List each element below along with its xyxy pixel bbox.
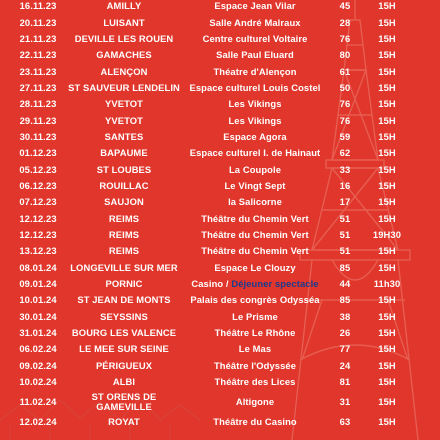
venue-cell: Salle André Malraux: [209, 16, 301, 28]
time-cell: 15H: [378, 0, 396, 12]
city-cell: ST SAUVEUR LENDELIN: [68, 81, 180, 93]
venue-cell: Théatre d'Alençon: [213, 65, 297, 77]
schedule-row: [0, 161, 440, 177]
date-cell: 09.02.24: [19, 359, 57, 371]
schedule-row: [0, 260, 440, 276]
city-cell: ROUILLAC: [99, 180, 149, 192]
schedule-row: [0, 0, 440, 14]
department-cell: 76: [339, 114, 351, 126]
venue-cell: Les Vikings: [228, 98, 282, 110]
department-cell: 28: [339, 16, 351, 28]
time-cell: 15H: [378, 16, 396, 28]
time-cell: 15H: [378, 294, 396, 306]
department-cell: 45: [339, 0, 351, 12]
date-cell: 31.01.24: [19, 327, 57, 339]
department-cell: 44: [339, 278, 351, 290]
city-cell: ST LOUBES: [96, 163, 152, 175]
department-cell: 80: [339, 49, 351, 61]
date-cell: 06.02.24: [19, 343, 57, 355]
venue-cell: Théâtre des Lices: [214, 376, 296, 388]
city-cell: SANTES: [104, 130, 144, 142]
department-cell: 38: [339, 310, 351, 322]
venue-cell: Le Prisme: [232, 310, 278, 322]
city-cell: AMILLY: [106, 0, 142, 12]
date-cell: 05.12.23: [19, 163, 57, 175]
time-cell: 15H: [378, 343, 396, 355]
time-cell: 15H: [378, 396, 396, 408]
department-cell: 59: [339, 130, 351, 142]
venue-cell: Théâtre l'Odyssée: [213, 359, 297, 371]
department-cell: 33: [339, 163, 351, 175]
city-cell: ROYAT: [108, 416, 140, 428]
date-cell: 23.11.23: [19, 65, 57, 77]
city-cell: BAPAUME: [100, 147, 148, 159]
city-cell: YVETOT: [105, 98, 143, 110]
city-cell: ALBI: [112, 376, 136, 388]
time-cell: 15H: [378, 245, 396, 257]
city-cell: ST ORENS DE GAMEVILLE: [91, 391, 157, 413]
schedule-row: [0, 414, 440, 430]
venue-cell: Espace Agora: [223, 130, 287, 142]
time-cell: 15H: [378, 180, 396, 192]
department-cell: 17: [339, 196, 351, 208]
schedule-row: [0, 63, 440, 79]
venue-cell: Théâtre du Chemin Vert: [201, 245, 309, 257]
venue-cell: Palais des congrès Odysséa: [190, 294, 320, 306]
department-cell: 50: [339, 81, 351, 93]
schedule-row: [0, 309, 440, 325]
venue-cell: Altigone: [235, 396, 275, 408]
department-cell: 51: [339, 229, 351, 241]
schedule-row: [0, 210, 440, 226]
department-cell: 62: [339, 147, 351, 159]
time-cell: 15H: [378, 49, 396, 61]
schedule-row: [0, 390, 440, 414]
venue-cell: Espace Le Clouzy: [214, 261, 296, 273]
schedule-row: [0, 178, 440, 194]
date-cell: 01.12.23: [19, 147, 57, 159]
time-cell: 15H: [378, 261, 396, 273]
city-cell: SEYSSINS: [100, 310, 148, 322]
time-cell: 15H: [378, 416, 396, 428]
date-cell: 21.11.23: [19, 32, 57, 44]
date-cell: 28.11.23: [19, 98, 57, 110]
department-cell: 61: [339, 65, 351, 77]
time-cell: 15H: [378, 147, 396, 159]
city-cell: YVETOT: [105, 114, 143, 126]
date-cell: 08.01.24: [19, 261, 57, 273]
schedule-row: [0, 243, 440, 259]
date-cell: 13.12.23: [19, 245, 57, 257]
date-cell: 06.12.23: [19, 180, 57, 192]
department-cell: 77: [339, 343, 351, 355]
schedule-row: [0, 292, 440, 308]
time-cell: 15H: [378, 359, 396, 371]
department-cell: 51: [339, 245, 351, 257]
time-cell: 15H: [378, 327, 396, 339]
venue-cell: Le Vingt Sept: [224, 180, 286, 192]
date-cell: 27.11.23: [19, 81, 57, 93]
time-cell: 15H: [378, 130, 396, 142]
time-cell: 11h30: [373, 278, 401, 290]
schedule-row: [0, 96, 440, 112]
venue-cell: [191, 279, 318, 289]
department-cell: 26: [339, 327, 351, 339]
date-cell: 09.01.24: [19, 278, 57, 290]
time-cell: 15H: [378, 376, 396, 388]
department-cell: 16: [339, 180, 351, 192]
schedule-row: [0, 47, 440, 63]
schedule-row: [0, 358, 440, 374]
city-cell: LONGEVILLE SUR MER: [70, 261, 178, 273]
department-cell: 76: [339, 98, 351, 110]
venue-cell: Théâtre du Casino: [213, 416, 297, 428]
venue-cell: Salle Paul Eluard: [216, 49, 294, 61]
city-cell: ALENÇON: [100, 65, 148, 77]
time-cell: 19H30: [372, 229, 402, 241]
time-cell: 15H: [378, 32, 396, 44]
city-cell: ST JEAN DE MONTS: [77, 294, 171, 306]
venue-highlight-text: Déjeuner spectacle: [231, 278, 319, 290]
schedule-row: [0, 129, 440, 145]
city-cell: REIMS: [108, 245, 140, 257]
department-cell: 85: [339, 261, 351, 273]
venue-cell: Espace culturel Louis Costel: [189, 81, 321, 93]
venue-cell: Espace culturel I. de Hainaut: [189, 147, 321, 159]
venue-cell: Espace Jean Vilar: [214, 0, 296, 12]
venue-cell: Théâtre du Chemin Vert: [201, 229, 309, 241]
department-cell: 31: [339, 396, 351, 408]
city-cell: LE MEE SUR SEINE: [79, 343, 169, 355]
date-cell: 30.11.23: [19, 130, 57, 142]
department-cell: 63: [339, 416, 351, 428]
venue-cell: la Salicorne: [228, 196, 282, 208]
city-cell: REIMS: [108, 212, 140, 224]
department-cell: 76: [339, 32, 351, 44]
schedule-row: [0, 31, 440, 47]
schedule-row: [0, 194, 440, 210]
date-cell: 12.12.23: [19, 212, 57, 224]
department-cell: 85: [339, 294, 351, 306]
date-cell: 07.12.23: [19, 196, 57, 208]
date-cell: 16.11.23: [19, 0, 57, 12]
date-cell: 30.01.24: [19, 310, 57, 322]
time-cell: 15H: [378, 310, 396, 322]
date-cell: 20.11.23: [19, 16, 57, 28]
city-cell: LUISANT: [103, 16, 145, 28]
schedule-row: [0, 325, 440, 341]
city-cell: PORNIC: [105, 278, 143, 290]
venue-cell: Les Vikings: [228, 114, 282, 126]
schedule-row: [0, 341, 440, 357]
schedule-row: [0, 112, 440, 128]
city-cell: REIMS: [108, 229, 140, 241]
schedule-row: [0, 276, 440, 292]
city-cell: SAUJON: [104, 196, 144, 208]
city-cell: DEVILLE LES ROUEN: [74, 32, 174, 44]
date-cell: 10.01.24: [19, 294, 57, 306]
time-cell: 15H: [378, 212, 396, 224]
venue-cell: La Coupole: [228, 163, 282, 175]
venue-text: Casino /: [191, 278, 229, 290]
venue-cell: Le Mas: [238, 343, 272, 355]
schedule-row: [0, 374, 440, 390]
time-cell: 15H: [378, 114, 396, 126]
city-cell: PÉRIGUEUX: [95, 359, 153, 371]
time-cell: 15H: [378, 65, 396, 77]
venue-cell: Théâtre Le Rhône: [214, 327, 296, 339]
department-cell: 51: [339, 212, 351, 224]
department-cell: 81: [339, 376, 351, 388]
city-cell: BOURG LES VALENCE: [71, 327, 177, 339]
date-cell: 12.02.24: [19, 416, 57, 428]
time-cell: 15H: [378, 98, 396, 110]
city-cell: GAMACHES: [96, 49, 152, 61]
date-cell: 29.11.23: [19, 114, 57, 126]
schedule-row: [0, 145, 440, 161]
time-cell: 15H: [378, 196, 396, 208]
venue-cell: Centre culturel Voltaire: [202, 32, 308, 44]
date-cell: 11.02.24: [19, 396, 57, 408]
schedule-row: [0, 80, 440, 96]
venue-cell: Théâtre du Chemin Vert: [201, 212, 309, 224]
schedule-row: [0, 227, 440, 243]
schedule-row: [0, 14, 440, 30]
time-cell: 15H: [378, 81, 396, 93]
time-cell: 15H: [378, 163, 396, 175]
date-cell: 12.12.23: [19, 229, 57, 241]
department-cell: 24: [339, 359, 351, 371]
date-cell: 22.11.23: [19, 49, 57, 61]
date-cell: 10.02.24: [19, 376, 57, 388]
